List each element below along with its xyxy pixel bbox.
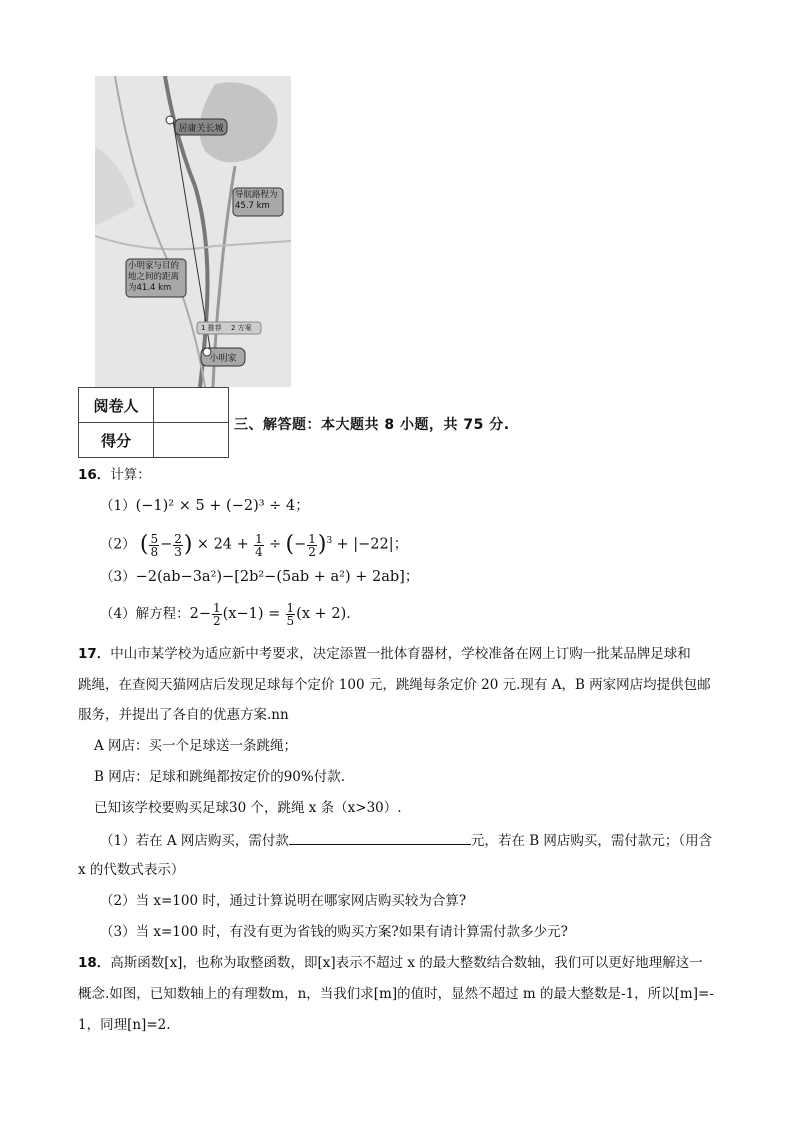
q18-line1 [78, 954, 703, 972]
map-label-distance-line3: 为41.4 km [128, 283, 172, 293]
score-table-score-label: 得分 [79, 423, 154, 458]
map-label-destination: 居庸关长城 [178, 124, 224, 134]
q17-part2: （2）当 x=100 时，通过计算说明在哪家网店购买较为合算? [100, 893, 467, 909]
q16-number: 16． [78, 467, 111, 483]
map-label-distance [128, 261, 179, 294]
q18-line1-text: 高斯函数[x]，也称为取整函数，即[x]表示不超过 x 的最大整数结合数轴，我们可以更好地理解这一 [110, 955, 703, 971]
map-label-distance-line1: 小明家与目的 [128, 261, 180, 271]
q16-part2-mid: × 24 + [196, 536, 249, 553]
map-label-route [235, 190, 278, 212]
q16-frac-1-4: $\frac{1}{4}$ [255, 531, 263, 559]
q17-known: 已知该学校要购买足球30 个，跳绳 x 条（x>30）. [94, 800, 402, 816]
q16-part2: （2） ( $\frac{5}{8}$ − $\frac{2}{3}$ ) × 24 + $\frac{1}{4}$ ÷ (− $\frac{1}{2}$ )$^3$ + |−22|； [100, 531, 409, 559]
q16-part3-label: （3） [100, 569, 136, 585]
q16-part1 [100, 497, 310, 515]
q16-part1-label: （1） [100, 498, 136, 514]
q17-part1-c: x 的代数式表示） [78, 862, 185, 878]
q16-frac-2-3: $\frac{2}{3}$ [174, 531, 182, 559]
route-map-figure [95, 76, 291, 387]
q17-part1-a: （1）若在 A 网店购买，需付款 [100, 833, 289, 849]
map-label-route-line2: 45.7 km [235, 201, 270, 211]
q16-part3 [100, 568, 419, 586]
score-table-grader-label: 阅卷人 [79, 388, 154, 423]
q17-line3: 服务，并提出了各自的优惠方案.nn [78, 707, 289, 723]
map-label-route-line1: 导航路程为 [235, 190, 278, 200]
q16-part4 [100, 602, 361, 627]
q17-part1-b: 元，若在 B 网店购买，需付款元；（用含 [470, 833, 713, 849]
q16-frac-1-2: $\frac{1}{2}$ [308, 531, 316, 559]
q17-part3: （3）当 x=100 时，有没有更为省钱的购买方案?如果有请计算需付款多少元? [100, 924, 568, 940]
q16-stem [78, 466, 151, 484]
q17-part1 [100, 830, 712, 850]
q17-number: 17． [78, 646, 111, 662]
map-label-home: 小明家 [209, 354, 237, 364]
q16-part4-label: （4）解方程： [100, 606, 190, 622]
q18-line2: 概念.如图，已知数轴上的有理数m，n，当我们求[m]的值时，显然不超过 m 的最大整数是-1，所以[m]=- [78, 986, 714, 1002]
q16-part4-expr-a: 2− [189, 606, 211, 622]
q17-answer-blank[interactable] [289, 830, 471, 845]
q18-number: 18． [78, 955, 111, 971]
q16-frac-1-5: $\frac{1}{5}$ [286, 601, 295, 628]
score-table-score-cell [154, 423, 229, 458]
q17-line1 [78, 645, 691, 663]
score-table-grader-cell [154, 388, 229, 423]
q16-stem-text: 计算： [110, 467, 151, 483]
q17-line1-text: 中山市某学校为适应新中考要求，决定添置一批体育器材，学校准备在网上订购一批某品牌足球和 [110, 646, 691, 662]
q16-part2-label: （2） [100, 536, 136, 553]
q17-line2: 跳绳，在查阅天猫网店后发现足球每个定价 100 元，跳绳每条定价 20 元.现有 A，B 两家网店均提供包邮 [78, 677, 711, 693]
map-label-distance-line2: 地之间的距离 [128, 272, 180, 282]
score-table [78, 387, 229, 458]
q17-shop-b: B 网店：足球和跳绳都按定价的90%付款. [94, 769, 346, 785]
section-title: 三、解答题：本大题共 8 小题，共 75 分. [234, 417, 510, 433]
q16-part1-expr: (−1)² × 5 + (−2)³ ÷ 4； [135, 498, 310, 514]
q16-part4-expr-b: (x−1) = [222, 606, 281, 622]
map-label-plan2: 2 方案 [231, 324, 252, 332]
map-label-plan1: 1 推荐 [201, 324, 222, 332]
q16-frac-5-8: $\frac{5}{8}$ [150, 531, 159, 559]
q16-part4-expr-c: (x + 2)． [296, 606, 361, 622]
q16-part2-tail: + |−22|； [336, 536, 409, 553]
q16-part3-expr: −2(ab−3a²)−[2b²−(5ab + a²) + 2ab]； [135, 569, 420, 585]
q16-frac-1-2b: $\frac{1}{2}$ [212, 601, 221, 628]
q18-line3: 1，同理[n]=2. [78, 1017, 171, 1033]
q17-shop-a: A 网店：买一个足球送一条跳绳； [94, 738, 298, 754]
